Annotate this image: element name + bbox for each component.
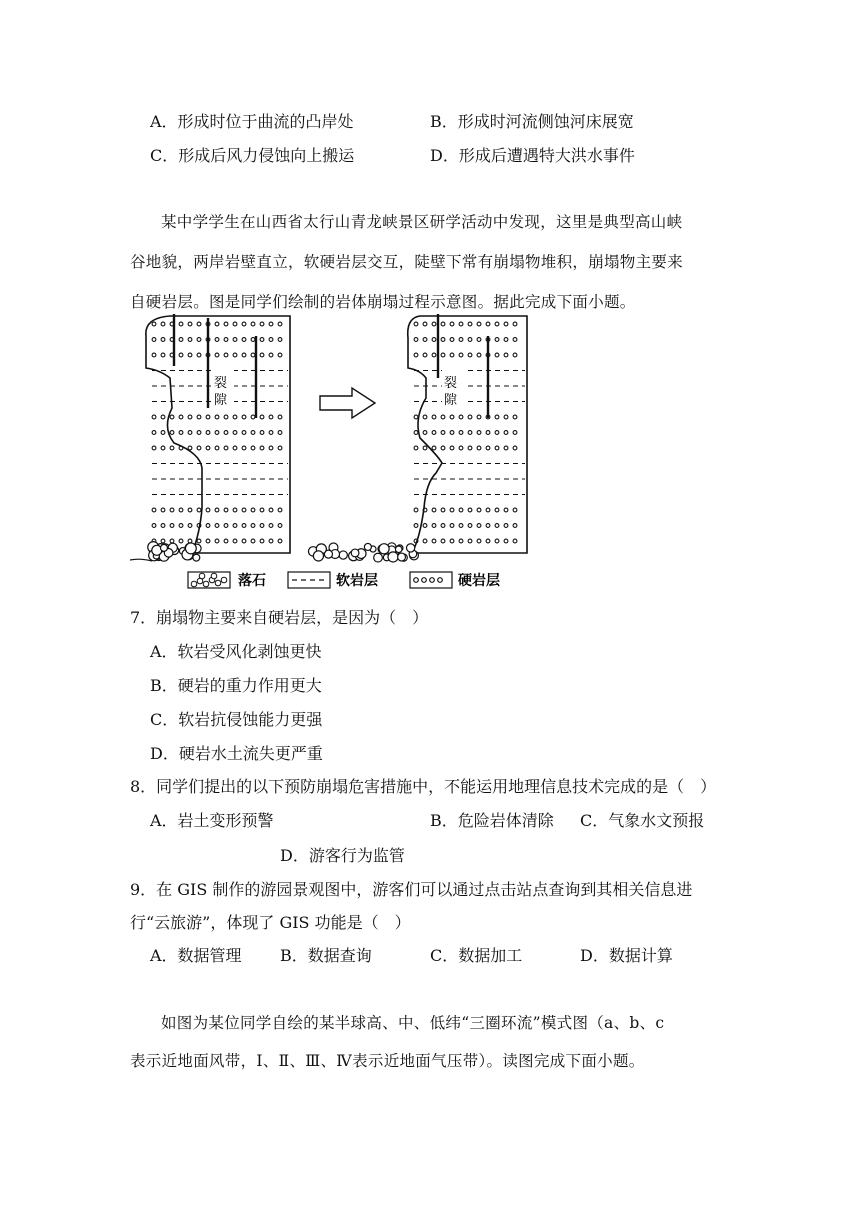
passage-line: 如图为某位同学自绘的某半球高、中、低纬“三圈环流”模式图（a、b、c bbox=[161, 1014, 665, 1032]
q8-stem: 8．同学们提出的以下预防崩塌危害措施中，不能运用地理信息技术完成的是（ ） bbox=[130, 777, 717, 796]
q7-option-b: B．硬岩的重力作用更大 bbox=[150, 676, 322, 695]
passage-circulation bbox=[130, 1004, 730, 1080]
q7-stem: 7．崩塌物主要来自硬岩层，是因为（ ） bbox=[130, 608, 429, 627]
q8-option-a: A．岩土变形预警 bbox=[150, 811, 274, 830]
q8-option-b: B．危险岩体清除 bbox=[430, 811, 554, 830]
q6-option-b: B．形成时河流侧蚀河床展宽 bbox=[430, 112, 634, 131]
q9-option-a: A．数据管理 bbox=[150, 946, 242, 965]
passage-line: 某中学学生在山西省太行山青龙峡景区研学活动中发现，这里是典型高山峡 bbox=[161, 213, 683, 231]
q7-option-a: A．软岩受风化剥蚀更快 bbox=[150, 642, 322, 661]
q6-option-d: D．形成后遭遇特大洪水事件 bbox=[430, 146, 635, 165]
passage-collapse bbox=[130, 202, 730, 322]
fallen-rocks bbox=[308, 543, 418, 562]
q9-option-c: C．数据加工 bbox=[430, 946, 523, 965]
q6-option-c: C．形成后风力侵蚀向上搬运 bbox=[150, 146, 355, 165]
legend-hard-rock-label: 硬岩层 bbox=[458, 573, 500, 589]
q9-option-d: D．数据计算 bbox=[580, 946, 673, 965]
crack-label: 裂 bbox=[444, 376, 458, 391]
q8-option-d: D．游客行为监管 bbox=[280, 846, 405, 865]
crack-label: 隙 bbox=[444, 393, 458, 408]
legend-soft-rock-label: 软岩层 bbox=[336, 573, 378, 589]
q8-option-c: C．气象水文预报 bbox=[580, 811, 705, 830]
passage-line: 表示近地面风带，Ⅰ、Ⅱ、Ⅲ、Ⅳ表示近地面气压带）。读图完成下面小题。 bbox=[130, 1052, 645, 1070]
legend bbox=[188, 572, 500, 589]
arrow-icon bbox=[320, 388, 375, 418]
cliff-before bbox=[146, 314, 290, 561]
crack-label: 隙 bbox=[214, 393, 228, 408]
q9-option-b: B．数据查询 bbox=[280, 946, 372, 965]
q7-option-d: D．硬岩水土流失更严重 bbox=[150, 744, 323, 763]
crack-label: 裂 bbox=[214, 376, 228, 391]
legend-rockfall-label: 落石 bbox=[238, 573, 266, 589]
q6-option-a: A．形成时位于曲流的凸岸处 bbox=[150, 112, 354, 131]
passage-line: 自硬岩层。图是同学们绘制的岩体崩塌过程示意图。据此完成下面小题。 bbox=[130, 293, 636, 311]
q9-stem-line2: 行“云旅游”，体现了 GIS 功能是（ ） bbox=[130, 913, 411, 932]
passage-line: 谷地貌，两岸岩壁直立，软硬岩层交互，陡壁下常有崩塌物堆积，崩塌物主要来 bbox=[130, 253, 684, 271]
cliff-after bbox=[308, 314, 527, 562]
q9-stem-line1: 9．在 GIS 制作的游园景观图中，游客们可以通过点击站点查询到其相关信息进 bbox=[130, 880, 693, 899]
fallen-rocks bbox=[148, 542, 201, 562]
rock-collapse-diagram bbox=[130, 308, 550, 594]
ground-line bbox=[130, 559, 152, 561]
q7-option-c: C．软岩抗侵蚀能力更强 bbox=[150, 710, 323, 729]
